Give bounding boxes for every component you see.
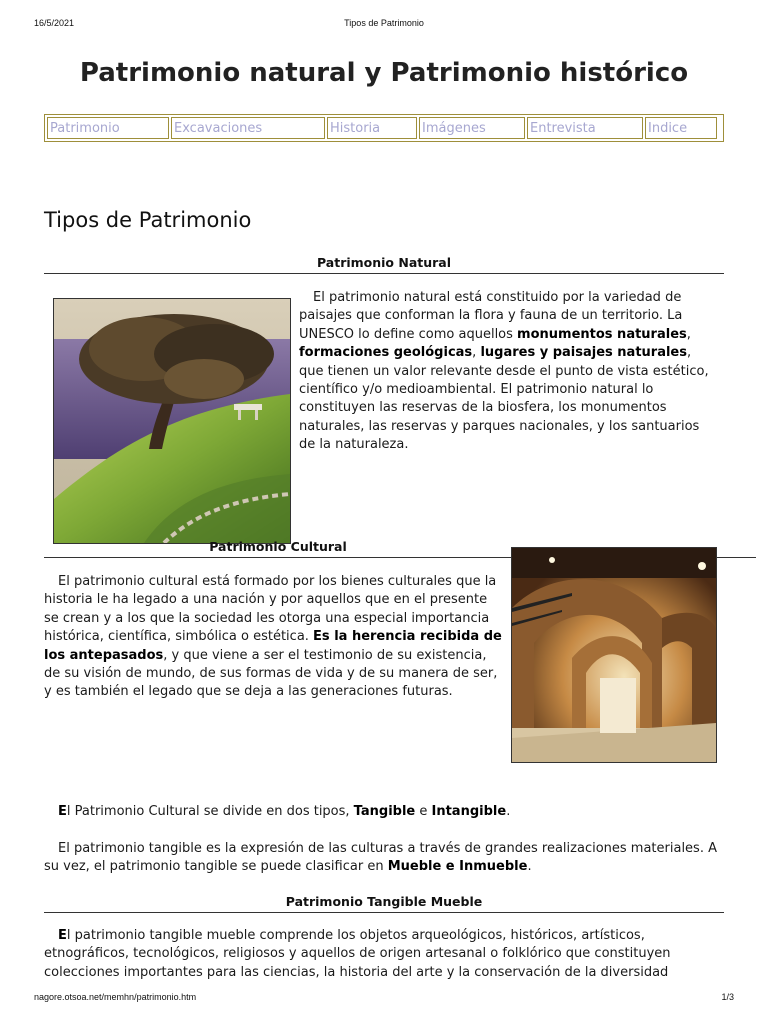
page-title: Patrimonio natural y Patrimonio histórico — [79, 58, 689, 88]
nav-link-indice[interactable]: Indice — [645, 117, 717, 139]
mueble-heading: Patrimonio Tangible Mueble — [44, 894, 724, 913]
print-title: Tipos de Patrimonio — [344, 18, 424, 28]
division-bold-intangible: Intangible — [431, 804, 507, 819]
print-page-number: 1/3 — [721, 992, 734, 1002]
division-text-2: e — [415, 804, 432, 819]
nav-bar — [44, 114, 724, 142]
natural-text-1: El patrimonio natural está constituido por la variedad de paisajes que conforman la flora y fauna de un territorio. La UNESCO lo define como aquellos — [299, 290, 683, 342]
division-paragraph — [44, 803, 724, 821]
tangible-text-2: . — [527, 859, 532, 875]
natural-paragraph — [299, 289, 719, 455]
natural-landscape-photo — [53, 298, 291, 544]
division-bold-initial: E — [58, 804, 67, 819]
division-text-1: l Patrimonio Cultural se divide en dos tipos, — [66, 804, 354, 819]
mueble-text-1: l patrimonio tangible mueble comprende los objetos arqueológicos, históricos, artísticos, etnográficos, tecnológicos, religiosos y aquellos de origen artesanal o folklórico que constituyen colecciones importantes para las ciencias, la historia del arte y la conservación de la diversidad — [44, 928, 671, 980]
cultural-arches-photo — [511, 547, 717, 763]
cultural-bold-1: Es la herencia recibida de los antepasados — [44, 629, 502, 663]
cultural-paragraph — [44, 573, 502, 702]
tangible-bold-1: Mueble e Inmueble — [387, 859, 528, 875]
tangible-text-1: El patrimonio tangible es la expresión de las culturas a través de grandes realizaciones materiales. A su vez, el patrimonio tangible se puede clasificar en — [44, 841, 717, 875]
tree-lake-image — [54, 299, 290, 543]
mueble-bold-initial: E — [58, 928, 67, 943]
cultural-heading: Patrimonio Cultural — [209, 539, 347, 554]
nav-link-excavaciones[interactable]: Excavaciones — [171, 117, 325, 139]
nav-link-patrimonio[interactable]: Patrimonio — [47, 117, 169, 139]
natural-heading: Patrimonio Natural — [44, 255, 724, 274]
cultural-text-1: El patrimonio cultural está formado por los bienes culturales que la historia le ha legado a una nación y por aquellos que en el presente se crean y a los que la sociedad les otorga una especial importancia histórica, científica, simbólica o estética. — [44, 574, 497, 645]
natural-bold-3: lugares y paisajes naturales — [480, 345, 687, 361]
natural-text-4: , que tienen un valor relevante desde el punto de vista estético, científico y/o medioambiental. El patrimonio natural lo constituyen las reservas de la biosfera, los monumentos naturales, las reservas y parques nacionales, y los santuarios de la naturaleza. — [299, 345, 709, 453]
print-url: nagore.otsoa.net/memhn/patrimonio.htm — [34, 992, 197, 1002]
division-bold-tangible: Tangible — [353, 804, 416, 819]
cultural-text-2: , y que viene a ser el testimonio de su existencia, de su visión de mundo, de sus formas de vida y de su manera de ser, y es también el legado que se deja a las generaciones futuras. — [44, 647, 498, 700]
nav-link-historia[interactable]: Historia — [327, 117, 417, 139]
print-date: 16/5/2021 — [34, 18, 75, 28]
section-title: Tipos de Patrimonio — [44, 208, 252, 232]
natural-text-3: , — [472, 345, 481, 361]
tangible-paragraph — [44, 840, 724, 877]
natural-bold-1: monumentos naturales — [517, 326, 687, 342]
stone-arches-image — [512, 548, 716, 762]
nav-link-entrevista[interactable]: Entrevista — [527, 117, 643, 139]
mueble-paragraph — [44, 927, 724, 982]
natural-text-2: , — [686, 326, 691, 342]
natural-bold-2: formaciones geológicas — [299, 345, 473, 361]
nav-link-imagenes[interactable]: Imágenes — [419, 117, 525, 139]
division-text-3: . — [506, 804, 511, 819]
